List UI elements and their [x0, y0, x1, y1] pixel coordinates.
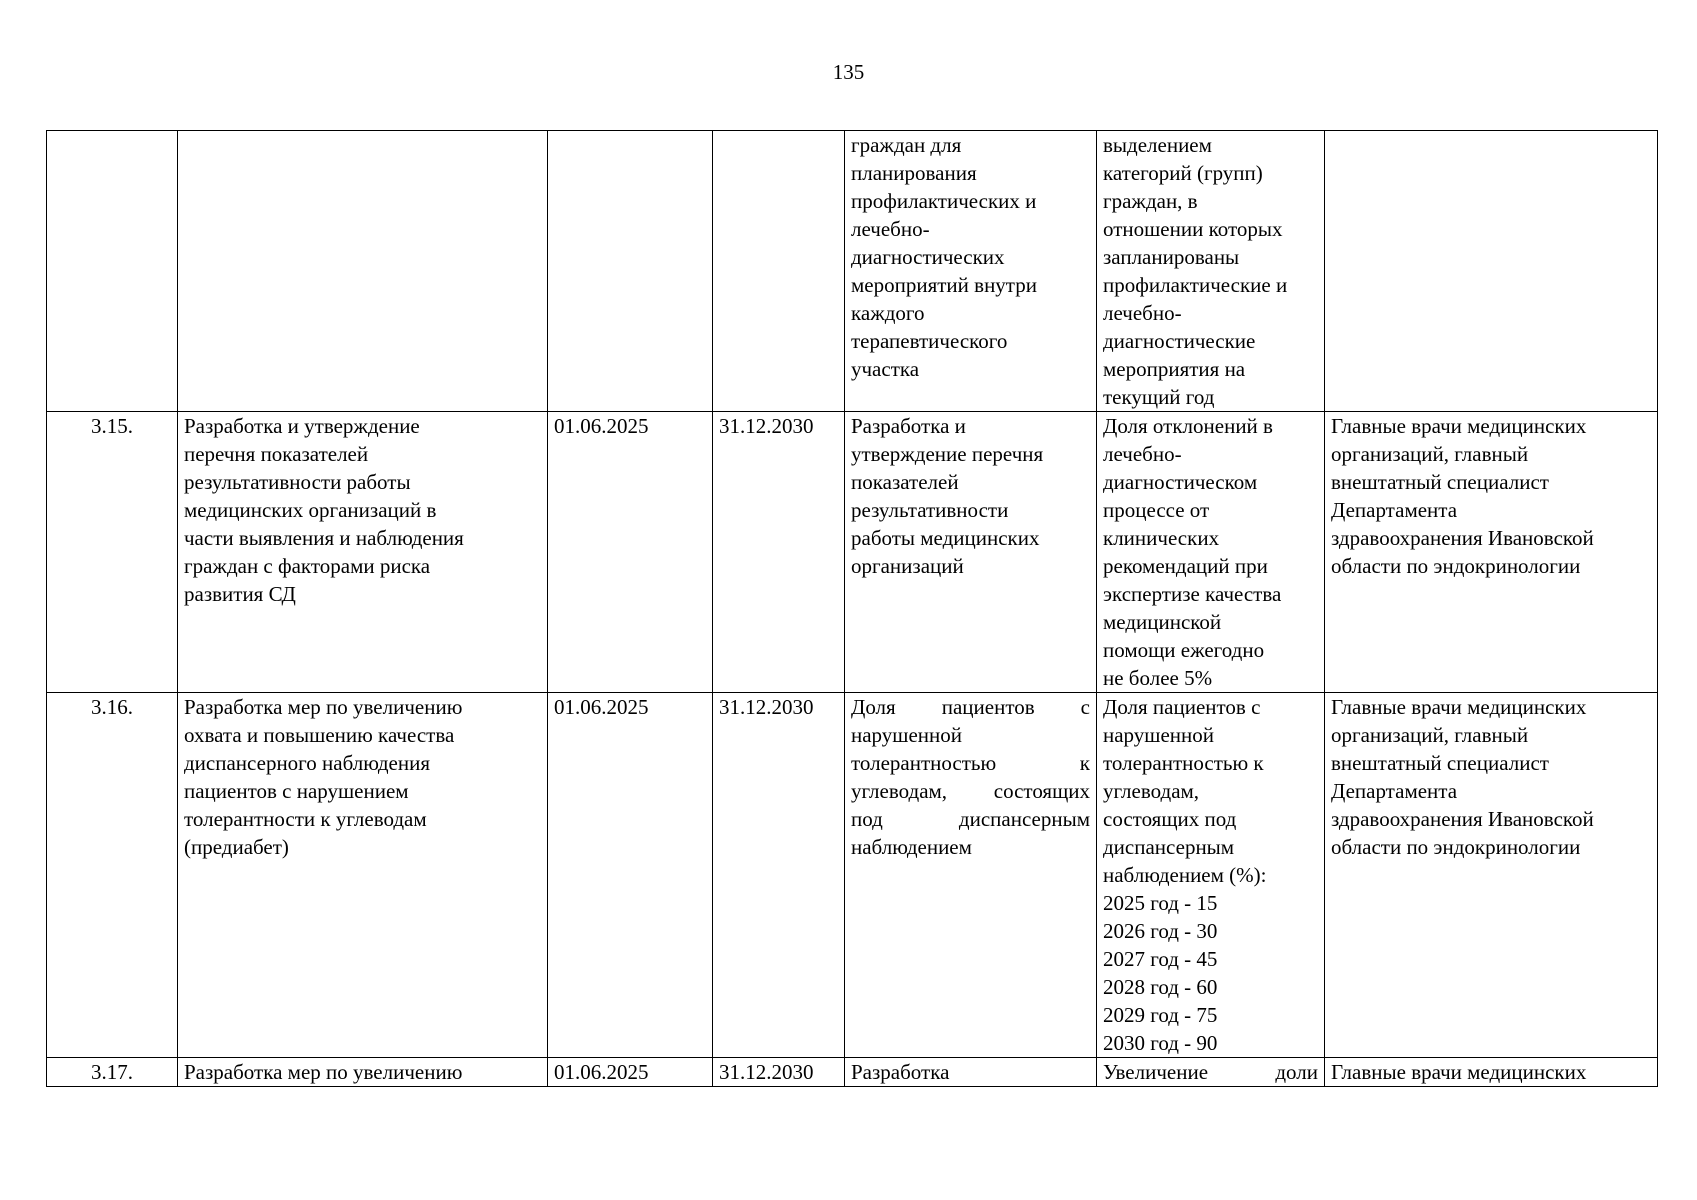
cell-line: Разработка и утверждение — [184, 414, 420, 438]
cell-line: охвата и повышению качества — [184, 723, 455, 747]
cell-word: к — [1079, 751, 1090, 775]
cell-line: внештатный специалист — [1331, 470, 1549, 494]
cell-line: области по эндокринологии — [1331, 835, 1581, 859]
cell-line: не более 5% — [1103, 666, 1213, 690]
cell-start-date: 01.06.2025 — [548, 412, 713, 693]
cell-line — [851, 749, 1090, 777]
cell-line — [851, 693, 1090, 721]
cell-line: показателей — [851, 470, 959, 494]
cell-end-date: 31.12.2030 — [713, 412, 845, 693]
cell-line: выделением — [1103, 133, 1212, 157]
cell-result — [845, 1058, 1097, 1087]
cell-measure — [178, 412, 548, 693]
cell-line: 2025 год - 15 — [1103, 891, 1218, 915]
cell-line: граждан с факторами риска — [184, 554, 431, 578]
cell-word: толерантностью — [851, 751, 997, 775]
cell-line: отношении которых — [1103, 217, 1283, 241]
cell-line: 2028 год - 60 — [1103, 975, 1218, 999]
cell-line: категорий (групп) — [1103, 161, 1263, 185]
cell-line: граждан, в — [1103, 189, 1198, 213]
cell-word: наблюдением — [851, 835, 972, 859]
cell-line: Главные врачи медицинских — [1331, 1060, 1587, 1084]
cell-number: 3.16. — [47, 693, 178, 1058]
cell-line: диагностических — [851, 245, 1005, 269]
cell-line: результативности — [851, 498, 1009, 522]
cell-line: диагностические — [1103, 329, 1256, 353]
cell-word: доли — [1275, 1060, 1318, 1084]
cell-line: Разработка — [851, 1060, 950, 1084]
cell-line: диагностическом — [1103, 470, 1258, 494]
cell-line: граждан для — [851, 133, 962, 157]
cell-line: участка — [851, 357, 920, 381]
cell-line: углеводам, — [1103, 779, 1200, 803]
cell-word: под — [851, 807, 883, 831]
cell-indicator — [1097, 131, 1325, 412]
cell-line: мероприятий внутри — [851, 273, 1037, 297]
cell-measure — [178, 131, 548, 412]
cell-line: 2030 год - 90 — [1103, 1031, 1218, 1055]
cell-line — [851, 805, 1090, 833]
page-number: 135 — [832, 60, 865, 84]
cell-line: Доля пациентов с — [1103, 695, 1261, 719]
cell-line: Разработка и — [851, 414, 966, 438]
cell-line: результативности работы — [184, 470, 411, 494]
cell-line: Разработка мер по увеличению — [184, 695, 463, 719]
cell-word: углеводам, — [851, 779, 948, 803]
cell-line: лечебно- — [1103, 442, 1182, 466]
cell-word: Доля — [851, 695, 896, 719]
cell-responsible — [1325, 412, 1658, 693]
cell-word: диспансерным — [958, 807, 1090, 831]
cell-line: Главные врачи медицинских — [1331, 414, 1587, 438]
cell-line: Доля отклонений в — [1103, 414, 1273, 438]
cell-line: состоящих под — [1103, 807, 1237, 831]
cell-responsible — [1325, 693, 1658, 1058]
cell-line: пациентов с нарушением — [184, 779, 409, 803]
cell-line: толерантностью к — [1103, 751, 1264, 775]
cell-result — [845, 693, 1097, 1058]
cell-line: лечебно- — [1103, 301, 1182, 325]
cell-line: развития СД — [184, 582, 296, 606]
cell-number: 3.17. — [47, 1058, 178, 1087]
cell-number: 3.15. — [47, 412, 178, 693]
cell-line: 2027 год - 45 — [1103, 947, 1218, 971]
cell-line: части выявления и наблюдения — [184, 526, 464, 550]
cell-line: толерантности к углеводам — [184, 807, 427, 831]
cell-line: медицинских организаций в — [184, 498, 437, 522]
cell-responsible — [1325, 1058, 1658, 1087]
cell-line: рекомендаций при — [1103, 554, 1268, 578]
cell-start-date: 01.06.2025 — [548, 1058, 713, 1087]
cell-line: помощи ежегодно — [1103, 638, 1265, 662]
cell-line: нарушенной — [1103, 723, 1214, 747]
cell-word: пациентов — [941, 695, 1035, 719]
table-row — [47, 412, 1658, 693]
cell-number — [47, 131, 178, 412]
cell-line — [1103, 1058, 1318, 1086]
cell-line: работы медицинских — [851, 526, 1040, 550]
cell-line: планирования — [851, 161, 977, 185]
cell-line — [851, 721, 1090, 749]
cell-line: каждого — [851, 301, 925, 325]
cell-line — [851, 777, 1090, 805]
cell-line: клинических — [1103, 526, 1220, 550]
cell-indicator — [1097, 412, 1325, 693]
cell-line: профилактические и — [1103, 273, 1288, 297]
cell-line: организаций — [851, 554, 964, 578]
cell-word: с — [1080, 695, 1090, 719]
cell-line: области по эндокринологии — [1331, 554, 1581, 578]
cell-word: Увеличение — [1103, 1060, 1209, 1084]
cell-line: 2029 год - 75 — [1103, 1003, 1218, 1027]
table-row — [47, 131, 1658, 412]
cell-line: здравоохранения Ивановской — [1331, 807, 1594, 831]
cell-line: Департамента — [1331, 498, 1458, 522]
cell-line: профилактических и — [851, 189, 1037, 213]
cell-line: организаций, главный — [1331, 442, 1529, 466]
cell-line: 2026 год - 30 — [1103, 919, 1218, 943]
cell-start-date — [548, 131, 713, 412]
cell-indicator — [1097, 693, 1325, 1058]
cell-line: диспансерного наблюдения — [184, 751, 430, 775]
table-row — [47, 1058, 1658, 1087]
cell-end-date: 31.12.2030 — [713, 693, 845, 1058]
cell-line: медицинской — [1103, 610, 1222, 634]
cell-line: диспансерным — [1103, 835, 1235, 859]
cell-responsible — [1325, 131, 1658, 412]
table-row — [47, 693, 1658, 1058]
cell-line: терапевтического — [851, 329, 1008, 353]
cell-result — [845, 412, 1097, 693]
cell-line: запланированы — [1103, 245, 1240, 269]
cell-result — [845, 131, 1097, 412]
cell-line: лечебно- — [851, 217, 930, 241]
cell-line: организаций, главный — [1331, 723, 1529, 747]
cell-line: текущий год — [1103, 385, 1215, 409]
cell-word: состоящих — [993, 779, 1090, 803]
cell-measure — [178, 693, 548, 1058]
measures-table — [46, 130, 1658, 1087]
cell-end-date: 31.12.2030 — [713, 1058, 845, 1087]
cell-line: Разработка мер по увеличению — [184, 1060, 463, 1084]
cell-line: перечня показателей — [184, 442, 369, 466]
cell-line: (предиабет) — [184, 835, 289, 859]
cell-start-date: 01.06.2025 — [548, 693, 713, 1058]
cell-measure — [178, 1058, 548, 1087]
cell-line — [851, 833, 1090, 861]
cell-line: Департамента — [1331, 779, 1458, 803]
cell-line: мероприятия на — [1103, 357, 1246, 381]
cell-line: внештатный специалист — [1331, 751, 1549, 775]
cell-word: нарушенной — [851, 723, 962, 747]
cell-end-date — [713, 131, 845, 412]
cell-line: утверждение перечня — [851, 442, 1044, 466]
cell-line: Главные врачи медицинских — [1331, 695, 1587, 719]
cell-line: экспертизе качества — [1103, 582, 1282, 606]
cell-line: наблюдением (%): — [1103, 863, 1267, 887]
cell-indicator — [1097, 1058, 1325, 1087]
cell-line: процессе от — [1103, 498, 1210, 522]
cell-line: здравоохранения Ивановской — [1331, 526, 1594, 550]
